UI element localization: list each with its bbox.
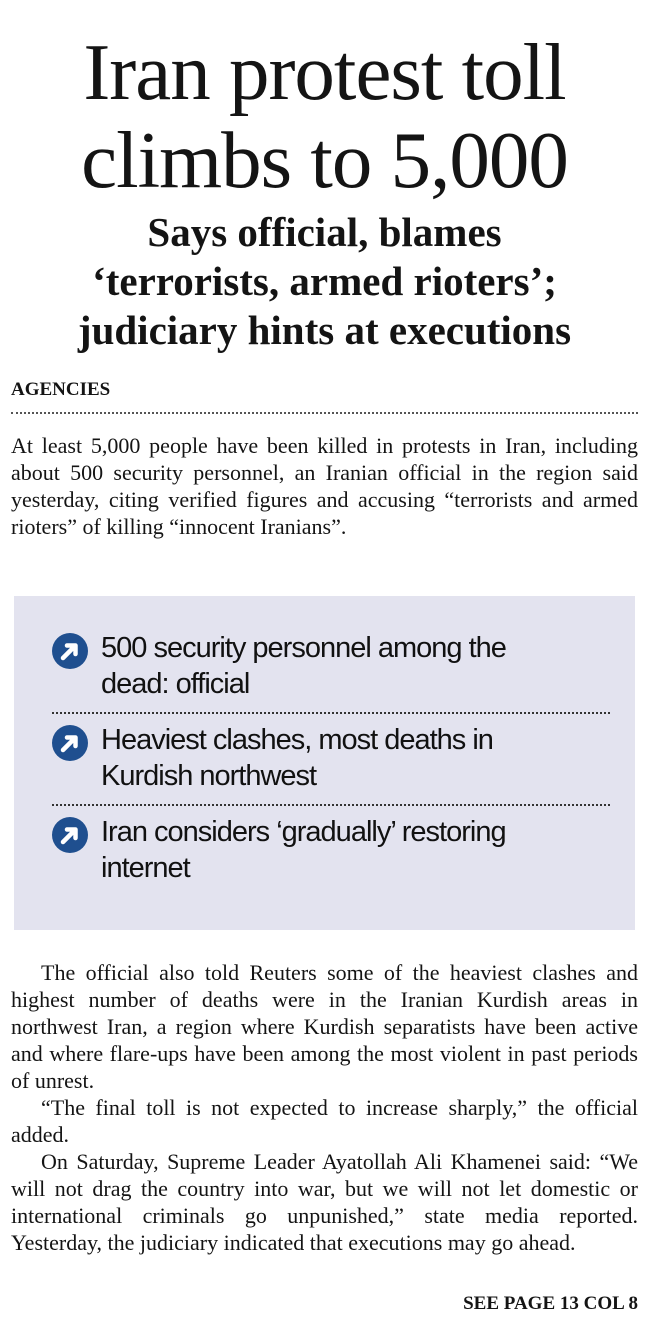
byline: AGENCIES [11, 379, 111, 400]
body-paragraph: “The final toll is not expected to increase sharply,” the official added. [11, 1095, 638, 1147]
lead-paragraph [11, 432, 638, 540]
continuation-reference: SEE PAGE 13 COL 8 [463, 1293, 638, 1314]
key-point-text [101, 630, 506, 702]
key-point-divider [52, 804, 610, 806]
headline-line: Iran protest toll [83, 27, 566, 117]
key-point-line: Kurdish northwest [101, 760, 317, 792]
lead-text: At least 5,000 people have been killed in protests in Iran, including about 500 security personnel, an Iranian official in the region said yesterday, citing verified figures and accusing “terrorists and armed rioters” of killing “innocent Iranians”. [11, 433, 638, 539]
key-point-line: internet [101, 852, 190, 884]
key-point-line: 500 security personnel among the [101, 632, 506, 664]
key-point-text [101, 814, 506, 886]
key-point-line: Iran considers ‘gradually’ restoring [101, 816, 506, 848]
arrow-circle-icon [52, 725, 88, 761]
body-paragraph: The official also told Reuters some of the heaviest clashes and highest number of deaths were in the Iranian Kurdish areas in northwest Iran, a region where Kurdish separatists have been active and where flare-ups have been among the most violent in past periods of unrest. [11, 960, 638, 1093]
key-points-box [14, 596, 635, 930]
key-point-item [52, 814, 597, 886]
subheadline [0, 208, 649, 355]
key-point-line: dead: official [101, 668, 250, 700]
arrow-circle-icon [52, 633, 88, 669]
body-paragraph: On Saturday, Supreme Leader Ayatollah Ali Khamenei said: “We will not drag the country into war, but we will not let domestic or international criminals go unpunished,” state media reported. Yesterday, the judiciary indicated that executions may go ahead. [11, 1149, 638, 1255]
subhead-line: ‘terrorists, armed rioters’; [92, 258, 557, 304]
arrow-circle-icon [52, 817, 88, 853]
headline-line: climbs to 5,000 [81, 115, 568, 205]
key-point-line: Heaviest clashes, most deaths in [101, 724, 493, 756]
subhead-line: judiciary hints at executions [77, 307, 572, 353]
article-body [11, 959, 638, 1256]
key-point-item [52, 722, 597, 794]
key-point-divider [52, 712, 610, 714]
subhead-line: Says official, blames [147, 209, 502, 255]
byline-divider [11, 412, 638, 414]
key-point-text [101, 722, 493, 794]
headline [0, 28, 649, 204]
key-point-item [52, 630, 597, 702]
